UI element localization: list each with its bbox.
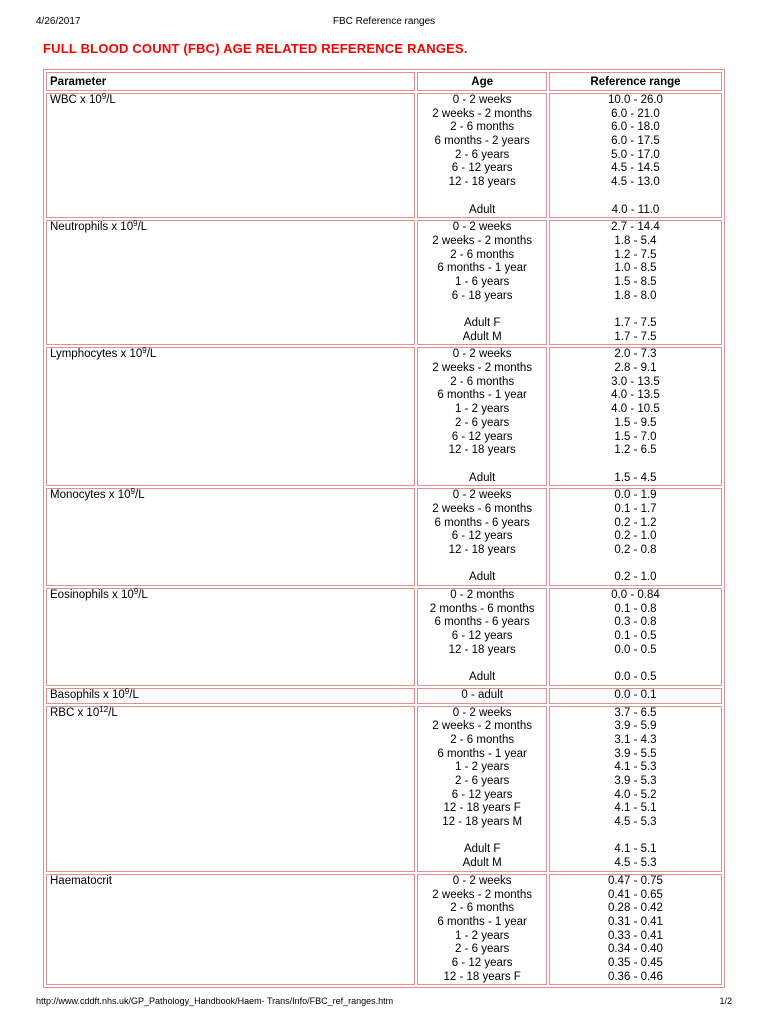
- parameter-name: WBC x 10: [50, 94, 102, 106]
- table-header-row: [46, 72, 722, 91]
- range-value: 6.0 - 17.5: [611, 135, 660, 148]
- range-value: [553, 830, 718, 844]
- range-cell: [549, 347, 722, 486]
- age-band: 2 weeks - 2 months: [432, 720, 533, 733]
- range-value: 1.8 - 8.0: [614, 289, 657, 302]
- range-value: 4.1 - 5.1: [614, 843, 657, 856]
- unit-suffix: /L: [135, 489, 145, 502]
- range-cell: [549, 488, 722, 586]
- range-value: 4.5 - 5.3: [614, 816, 657, 829]
- age-band: 2 weeks - 2 months: [432, 888, 533, 901]
- range-cell: [549, 220, 722, 345]
- range-value: 0.31 - 0.41: [607, 915, 663, 928]
- age-band: [421, 830, 543, 844]
- age-band: 6 - 18 years: [451, 289, 513, 302]
- age-band: [421, 190, 543, 204]
- range-value: 0.0 - 0.1: [614, 688, 657, 701]
- age-band: [421, 558, 543, 572]
- parameter-cell: [46, 347, 415, 486]
- age-band: 12 - 18 years: [448, 444, 516, 457]
- range-value: 1.5 - 8.5: [614, 275, 657, 288]
- age-band: 12 - 18 years: [448, 176, 516, 189]
- age-band: 6 months - 1 year: [437, 262, 527, 275]
- age-band: Adult: [469, 671, 496, 684]
- range-value: 0.3 - 0.8: [614, 616, 657, 629]
- parameter-cell: [46, 220, 415, 345]
- table-row: [46, 688, 722, 704]
- range-value: 6.0 - 21.0: [611, 107, 660, 120]
- age-band: 6 months - 6 years: [434, 516, 530, 529]
- range-value: 4.1 - 5.1: [614, 802, 657, 815]
- parameter-name: Monocytes x 10: [50, 489, 131, 502]
- table-row: [46, 488, 722, 586]
- unit-exponent: 12: [99, 704, 109, 714]
- column-header-age: Age: [417, 72, 547, 91]
- age-band: Adult F: [463, 843, 501, 856]
- range-value: 5.0 - 17.0: [611, 148, 660, 161]
- age-band: 12 - 18 years F: [443, 802, 521, 815]
- range-value: 1.0 - 8.5: [614, 262, 657, 275]
- range-value: 4.5 - 13.0: [611, 176, 660, 189]
- age-band: 2 weeks - 2 months: [432, 107, 533, 120]
- age-cell: [417, 688, 547, 704]
- range-value: 3.9 - 5.3: [614, 775, 657, 788]
- range-cell: [549, 688, 722, 704]
- unit-exponent: 9: [130, 487, 135, 497]
- parameter-name: Eosinophils x 10: [50, 589, 134, 602]
- range-value: [553, 303, 718, 317]
- range-cell: [549, 93, 722, 218]
- age-band: 6 months - 6 years: [434, 616, 530, 629]
- age-band: 0 - 2 weeks: [452, 221, 512, 234]
- parameter-name: Haematocrit: [50, 874, 112, 887]
- age-cell: [417, 588, 547, 686]
- age-band: 0 - 2 weeks: [452, 706, 512, 719]
- range-value: 0.2 - 0.8: [614, 544, 657, 556]
- age-band: 2 - 6 years: [454, 148, 510, 161]
- range-value: 0.0 - 0.5: [614, 643, 657, 656]
- age-band: 6 - 12 years: [451, 530, 513, 543]
- parameter-cell: [46, 688, 415, 704]
- range-value: 1.2 - 7.5: [614, 248, 657, 261]
- age-band: Adult M: [462, 330, 502, 343]
- age-band: 6 months - 1 year: [437, 389, 527, 402]
- parameter-cell: [46, 488, 415, 586]
- age-band: 0 - adult: [461, 688, 503, 701]
- age-cell: [417, 347, 547, 486]
- age-cell: [417, 706, 547, 872]
- age-band: 0 - 2 months: [450, 589, 515, 602]
- range-value: 1.2 - 6.5: [614, 444, 657, 457]
- table-row: [46, 93, 722, 218]
- age-band: 2 - 6 months: [450, 902, 515, 915]
- reference-ranges-table: [43, 69, 725, 988]
- column-header-reference-range: Reference range: [549, 72, 722, 91]
- age-band: 2 weeks - 2 months: [432, 234, 533, 247]
- age-cell: [417, 488, 547, 586]
- age-cell: [417, 874, 547, 986]
- age-band: 1 - 2 years: [454, 929, 510, 942]
- unit-suffix: /L: [106, 94, 116, 106]
- range-value: 0.2 - 1.2: [614, 516, 657, 529]
- range-value: 3.0 - 13.5: [611, 375, 660, 388]
- footer-url: http://www.cddft.nhs.uk/GP_Pathology_Handbook/Haem- Trans/Info/FBC_ref_ranges.htm: [36, 996, 394, 1006]
- age-band: 6 - 12 years: [451, 630, 513, 643]
- unit-suffix: /L: [137, 221, 148, 234]
- range-value: 4.0 - 13.5: [611, 389, 660, 402]
- age-band: 2 - 6 months: [450, 121, 515, 134]
- range-value: 0.0 - 1.9: [614, 489, 657, 502]
- footer-page-number: 1/2: [719, 996, 732, 1006]
- range-value: [553, 658, 718, 672]
- unit-suffix: /L: [146, 348, 157, 361]
- parameter-cell: [46, 706, 415, 872]
- age-band: 2 - 6 years: [454, 943, 510, 956]
- age-band: 12 - 18 years M: [442, 816, 523, 829]
- range-value: 0.2 - 1.0: [614, 530, 657, 543]
- age-band: 6 - 12 years: [451, 162, 513, 175]
- range-value: 2.0 - 7.3: [614, 348, 657, 361]
- range-value: 0.35 - 0.45: [607, 956, 663, 969]
- range-value: 3.7 - 6.5: [614, 706, 657, 719]
- range-value: 0.33 - 0.41: [607, 929, 663, 942]
- range-value: 4.0 - 11.0: [611, 203, 660, 216]
- age-band: [421, 303, 543, 317]
- age-band: 2 - 6 months: [450, 248, 515, 261]
- age-cell: [417, 220, 547, 345]
- age-band: 0 - 2 weeks: [452, 489, 512, 502]
- range-value: 4.0 - 5.2: [614, 788, 657, 801]
- age-band: 6 - 12 years: [451, 430, 513, 443]
- parameter-name: Neutrophils x 10: [50, 221, 134, 234]
- age-band: [421, 458, 543, 472]
- unit-exponent: 9: [133, 587, 139, 597]
- age-band: Adult: [469, 571, 496, 584]
- age-band: Adult: [469, 203, 496, 216]
- age-cell: [417, 93, 547, 218]
- age-band: Adult F: [463, 317, 501, 329]
- range-value: 0.34 - 0.40: [607, 943, 663, 956]
- range-value: 4.0 - 10.5: [611, 403, 660, 416]
- range-value: 0.1 - 1.7: [614, 502, 657, 515]
- range-value: 1.5 - 7.0: [614, 430, 657, 443]
- range-value: 1.5 - 4.5: [614, 471, 657, 484]
- age-band: 12 - 18 years: [448, 643, 516, 656]
- range-value: 1.5 - 9.5: [614, 416, 657, 429]
- age-band: Adult: [469, 471, 496, 484]
- age-band: Adult M: [462, 857, 502, 870]
- age-band: 2 weeks - 2 months: [432, 362, 533, 375]
- range-value: 4.5 - 14.5: [611, 162, 660, 175]
- range-value: 0.41 - 0.65: [607, 888, 663, 901]
- range-value: [553, 458, 718, 472]
- range-value: 0.28 - 0.42: [607, 902, 663, 915]
- range-value: 10.0 - 26.0: [607, 94, 663, 106]
- age-band: 0 - 2 weeks: [452, 874, 512, 887]
- parameter-name: RBC x 10: [50, 706, 100, 719]
- unit-exponent: 9: [142, 346, 147, 356]
- parameter-cell: [46, 93, 415, 218]
- range-value: 6.0 - 18.0: [611, 121, 660, 134]
- range-value: 0.1 - 0.5: [614, 630, 657, 643]
- age-band: 1 - 2 years: [454, 761, 510, 774]
- parameter-name: Basophils x 10: [50, 688, 125, 701]
- range-value: 3.9 - 5.5: [614, 747, 657, 760]
- range-value: 0.0 - 0.84: [611, 589, 660, 602]
- unit-exponent: 9: [101, 92, 107, 101]
- age-band: 6 - 12 years: [451, 788, 513, 801]
- age-band: 2 weeks - 6 months: [432, 502, 533, 515]
- range-value: 0.47 - 0.75: [607, 874, 663, 887]
- table-row: [46, 220, 722, 345]
- range-value: 1.8 - 5.4: [614, 234, 657, 247]
- range-value: [553, 190, 718, 204]
- age-band: 12 - 18 years F: [443, 970, 521, 983]
- table-row: [46, 874, 722, 986]
- parameter-name: Lymphocytes x 10: [50, 348, 143, 361]
- range-value: 0.1 - 0.8: [614, 602, 657, 615]
- unit-exponent: 9: [124, 686, 130, 696]
- age-band: 2 - 6 months: [450, 733, 515, 746]
- age-band: 12 - 18 years: [448, 544, 516, 556]
- age-band: 0 - 2 weeks: [452, 94, 512, 106]
- range-cell: [549, 874, 722, 986]
- range-value: 4.5 - 5.3: [614, 857, 657, 870]
- age-band: [421, 658, 543, 672]
- range-value: 0.2 - 1.0: [614, 571, 657, 584]
- range-value: 3.9 - 5.9: [614, 720, 657, 733]
- table-row: [46, 588, 722, 686]
- range-value: 4.1 - 5.3: [614, 761, 657, 774]
- range-cell: [549, 588, 722, 686]
- age-band: 1 - 2 years: [454, 403, 510, 416]
- age-band: 6 months - 2 years: [434, 135, 530, 148]
- table-row: [46, 706, 722, 872]
- parameter-cell: [46, 874, 415, 986]
- age-band: 2 - 6 months: [450, 375, 515, 388]
- age-band: 2 - 6 years: [454, 416, 510, 429]
- range-value: 1.7 - 7.5: [614, 330, 657, 343]
- table-body: [46, 93, 722, 985]
- range-value: 0.36 - 0.46: [607, 970, 663, 983]
- range-value: [553, 558, 718, 572]
- print-page-title: FBC Reference ranges: [332, 16, 436, 27]
- range-value: 2.8 - 9.1: [614, 362, 657, 375]
- age-band: 6 months - 1 year: [437, 747, 527, 760]
- age-band: 2 months - 6 months: [429, 602, 535, 615]
- unit-suffix: /L: [138, 589, 148, 602]
- unit-suffix: /L: [129, 688, 139, 701]
- unit-suffix: /L: [108, 706, 118, 719]
- reference-table-container: [43, 69, 725, 993]
- document-title: FULL BLOOD COUNT (FBC) AGE RELATED REFERENCE RANGES.: [43, 41, 468, 56]
- print-date: 4/26/2017: [36, 16, 81, 27]
- age-band: 6 months - 1 year: [437, 915, 527, 928]
- range-value: 1.7 - 7.5: [614, 317, 657, 329]
- age-band: 0 - 2 weeks: [452, 348, 512, 361]
- range-value: 2.7 - 14.4: [611, 221, 660, 234]
- age-band: 2 - 6 years: [454, 775, 510, 788]
- parameter-cell: [46, 588, 415, 686]
- age-band: 6 - 12 years: [451, 956, 513, 969]
- column-header-parameter: Parameter: [46, 72, 415, 91]
- range-cell: [549, 706, 722, 872]
- range-value: 0.0 - 0.5: [614, 671, 657, 684]
- unit-exponent: 9: [133, 219, 138, 229]
- range-value: 3.1 - 4.3: [614, 733, 657, 746]
- table-row: [46, 347, 722, 486]
- age-band: 1 - 6 years: [454, 275, 510, 288]
